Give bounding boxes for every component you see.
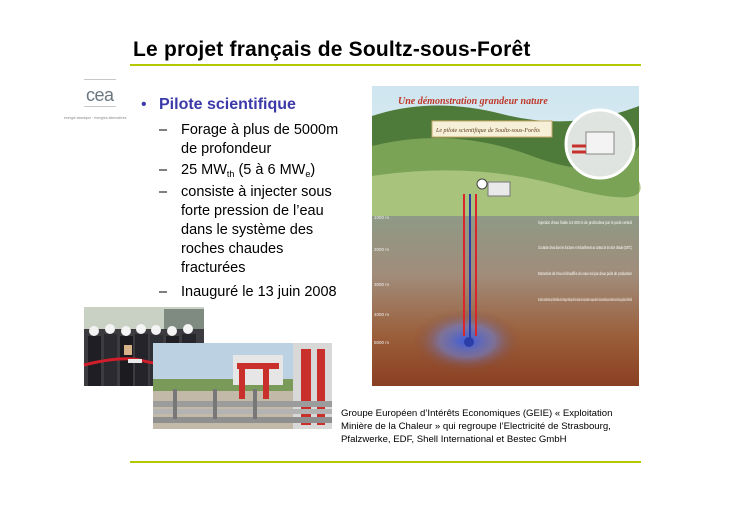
consortium-credit: Groupe Européen d’Intérêts Economiques (GEIE) « Exploitation Minière de la Chaleur » qui regroupe l’Electricité de Strasbourg, Pfalzwerke, EDF, Shell International et Bestec GmbH: [341, 408, 613, 445]
cea-logo: cea: [86, 85, 114, 105]
logo-line-top: [84, 79, 116, 80]
title-underline: [130, 64, 641, 66]
diagram-banner: Une démonstration grandeur nature: [398, 96, 548, 107]
footer-rule: [130, 461, 641, 463]
plant-photo: [153, 343, 332, 429]
dash-icon: –: [159, 122, 168, 138]
step-1: Injection d'eau froide à 5 000 m de profondeur par le puits central: [538, 220, 633, 225]
logo-line-bottom: [84, 106, 116, 107]
slide-title: Le projet français de Soultz-sous-Forêt: [133, 38, 531, 61]
depth-1000: 1000 m: [374, 215, 390, 220]
depth-2000: 2000 m: [374, 247, 390, 252]
item-drilling: – Forage à plus de 5000m de profondeur: [159, 122, 339, 157]
depth-5000: 5000 m: [374, 340, 390, 345]
item-inauguration: – Inauguré le 13 juin 2008: [159, 284, 337, 300]
step-3: Extraction de l'eau réchauffée du sous-sol par deux puits de production: [538, 271, 633, 276]
main-bullet: [141, 96, 296, 114]
main-bullet-text: Pilote scientifique: [159, 96, 296, 113]
diagram-subtitle: Le pilote scientifique de Soultz-sous-Forêts: [436, 128, 540, 134]
step-4: En surface, transformation par l'intermédiaire d'un échangeur thermique de l'eau chaude du circuit primaire en vapeur dans le circuit secondaire pour entraîner une turbine qui produit de l'électricité: [538, 297, 633, 302]
dash-icon: –: [159, 184, 168, 200]
step-2: Circulation d'eau dans les fractures et réchauffement au contact de la roche chaude (200°C): [538, 245, 633, 250]
item-power: – 25 $MW_{th}$ (5 à 6 $MW_e$): [159, 162, 316, 179]
geothermal-diagram: [372, 86, 639, 386]
logo-tagline: énergie atomique · énergies alternatives: [64, 116, 127, 120]
item-injection: – consiste à injecter sous forte pression de l’eau dans le système des roches chaudes fracturées: [159, 184, 332, 276]
dash-icon: –: [159, 284, 168, 300]
bullet-dot-icon: •: [141, 96, 147, 113]
depth-4000: 4000 m: [374, 312, 390, 317]
depth-3000: 3000 m: [374, 282, 390, 287]
dash-icon: –: [159, 162, 168, 178]
